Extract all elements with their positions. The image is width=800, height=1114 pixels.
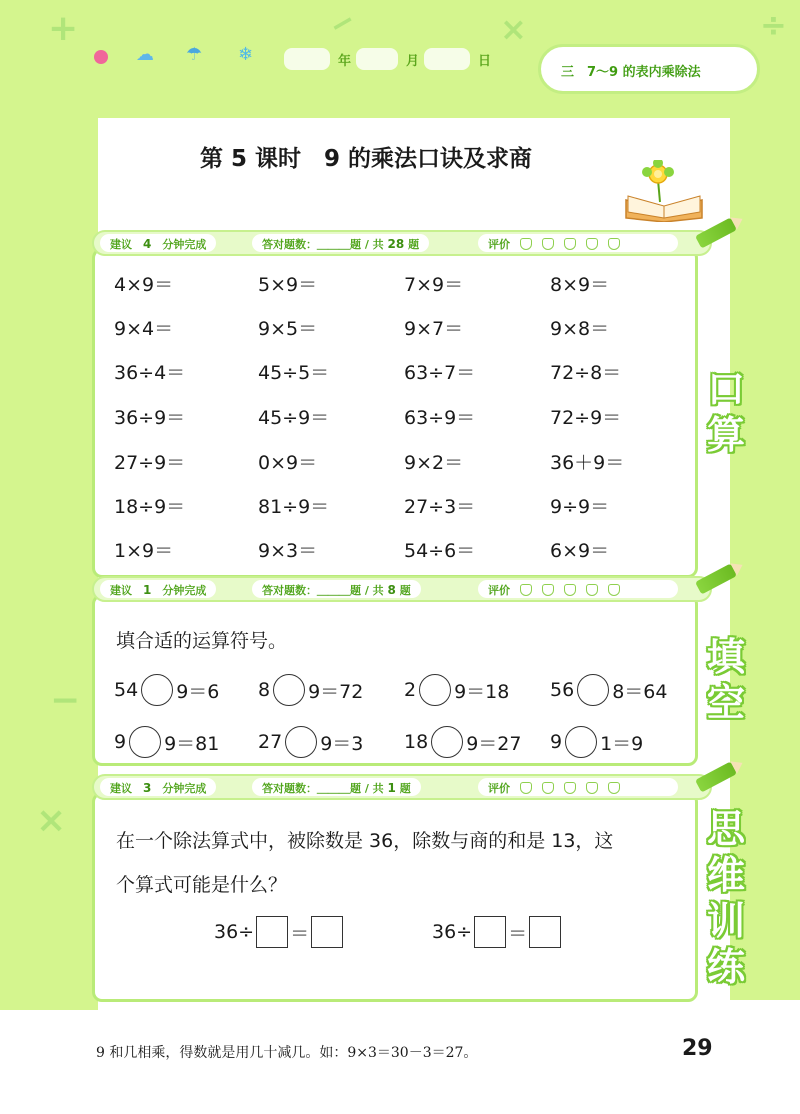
score-field[interactable]: 答对题数：＿＿＿题 / 共 1 题 [252, 778, 421, 796]
oral-problem: 6×9＝ [550, 540, 610, 562]
oral-problem: 9×2＝ [404, 452, 464, 474]
thumb-icon[interactable] [564, 238, 576, 250]
suggest-time: 建议 3 分钟完成 [100, 778, 216, 796]
thumb-icon[interactable] [586, 782, 598, 794]
oral-problem: 72÷8＝ [550, 362, 622, 384]
suggest-time: 建议 1 分钟完成 [100, 580, 216, 598]
suggest-time: 建议 4 分钟完成 [100, 234, 216, 252]
thumb-icon[interactable] [520, 782, 532, 794]
fill-problem: 56 8＝64 [550, 674, 667, 706]
divisor-box[interactable] [474, 916, 506, 948]
operator-circle[interactable] [129, 726, 161, 758]
score-field[interactable]: 答对题数：＿＿＿题 / 共 28 题 [252, 234, 429, 252]
plus-deco-icon: + [48, 8, 79, 49]
thinking-bar [92, 774, 712, 800]
oral-problem: 9×7＝ [404, 318, 464, 340]
fill-problem: 54 9＝6 [114, 674, 219, 706]
side-label-oral [700, 366, 752, 458]
fill-problem: 9 1＝9 [550, 726, 643, 758]
oral-problem: 9×4＝ [114, 318, 174, 340]
thinking-question-line1: 在一个除法算式中，被除数是 36，除数与商的和是 13，这 [116, 830, 614, 852]
operator-circle[interactable] [577, 674, 609, 706]
side-label-fill [700, 634, 752, 726]
oral-problem: 36÷4＝ [114, 362, 186, 384]
operator-circle[interactable] [419, 674, 451, 706]
operator-circle[interactable] [285, 726, 317, 758]
oral-problem: 1×9＝ [114, 540, 174, 562]
cloudy-icon: ☁ [136, 44, 154, 65]
rating: 评价 [478, 580, 678, 598]
divide-deco-icon: ÷ [760, 6, 787, 44]
thumb-icon[interactable] [542, 238, 554, 250]
answer-equation-2: 36÷ ＝ [432, 916, 563, 948]
operator-circle[interactable] [273, 674, 305, 706]
oral-problem: 63÷9＝ [404, 407, 476, 429]
oral-problem: 54÷6＝ [404, 540, 476, 562]
month-input[interactable] [356, 48, 398, 70]
quotient-box[interactable] [529, 916, 561, 948]
oral-problem: 9×5＝ [258, 318, 318, 340]
oral-problem: 0×9＝ [258, 452, 318, 474]
oral-problem: 36＋9＝ [550, 452, 625, 474]
fill-problem: 2 9＝18 [404, 674, 509, 706]
side-label-char: 练 [706, 945, 745, 989]
fill-instruction: 填合适的运算符号。 [116, 630, 288, 652]
oral-problem: 72÷9＝ [550, 407, 622, 429]
footer-tip: 9 和几相乘，得数就是用几十减几。如：9×3＝30－3＝27。 [96, 1045, 478, 1061]
thumb-icon[interactable] [564, 782, 576, 794]
oral-problem: 9×8＝ [550, 318, 610, 340]
oral-problem: 36÷9＝ [114, 407, 186, 429]
oral-calc-bar [92, 230, 712, 256]
fill-problem: 27 9＝3 [258, 726, 363, 758]
book-flower-icon [620, 160, 708, 222]
fill-blank-bar [92, 576, 712, 602]
day-label: 日 [478, 54, 492, 69]
operator-circle[interactable] [565, 726, 597, 758]
oral-problem: 9÷9＝ [550, 496, 610, 518]
oral-problem: 7×9＝ [404, 274, 464, 296]
thumb-icon[interactable] [520, 238, 532, 250]
operator-circle[interactable] [431, 726, 463, 758]
thumb-icon[interactable] [608, 238, 620, 250]
answer-equation-1: 36÷ ＝ [214, 916, 345, 948]
minus-deco-icon: − [322, 2, 363, 45]
thumb-icon[interactable] [586, 238, 598, 250]
thumb-icon[interactable] [586, 584, 598, 596]
side-label-char: 空 [706, 681, 745, 725]
oral-problem: 5×9＝ [258, 274, 318, 296]
oral-problem: 4×9＝ [114, 274, 174, 296]
thumb-icon[interactable] [520, 584, 532, 596]
quotient-box[interactable] [311, 916, 343, 948]
year-input[interactable] [284, 48, 330, 70]
side-label-char: 填 [706, 635, 745, 679]
oral-problem: 63÷7＝ [404, 362, 476, 384]
thinking-question-line2: 个算式可能是什么？ [116, 874, 288, 896]
thumb-icon[interactable] [608, 782, 620, 794]
oral-problem: 8×9＝ [550, 274, 610, 296]
operator-circle[interactable] [141, 674, 173, 706]
oral-problem: 45÷5＝ [258, 362, 330, 384]
side-label-char: 算 [706, 413, 745, 457]
month-label: 月 [406, 54, 420, 69]
thumb-icon[interactable] [608, 584, 620, 596]
oral-problem: 18÷9＝ [114, 496, 186, 518]
rainy-icon: ☂ [186, 44, 203, 65]
page-number: 29 [682, 1036, 713, 1061]
fill-problem: 9 9＝81 [114, 726, 219, 758]
sunny-icon [94, 50, 108, 64]
rating: 评价 [478, 778, 678, 796]
oral-problem: 81÷9＝ [258, 496, 330, 518]
thumb-icon[interactable] [564, 584, 576, 596]
oral-problem: 45÷9＝ [258, 407, 330, 429]
thumb-icon[interactable] [542, 782, 554, 794]
snow-icon: ❄ [238, 44, 254, 65]
side-label-char: 维 [706, 853, 745, 897]
unit-title: 三 7～9 的表内乘除法 [561, 65, 701, 80]
unit-badge [538, 44, 760, 94]
side-label-thinking [700, 806, 752, 990]
year-label: 年 [338, 54, 352, 69]
score-field[interactable]: 答对题数：＿＿＿题 / 共 8 题 [252, 580, 421, 598]
thumb-icon[interactable] [542, 584, 554, 596]
divisor-box[interactable] [256, 916, 288, 948]
day-input[interactable] [424, 48, 470, 70]
oral-problem: 27÷3＝ [404, 496, 476, 518]
oral-problem: 9×3＝ [258, 540, 318, 562]
rating: 评价 [478, 234, 678, 252]
side-label-char: 思 [706, 807, 745, 851]
fill-problem: 18 9＝27 [404, 726, 521, 758]
side-label-char: 训 [706, 899, 745, 943]
left-margin-background [0, 0, 98, 1010]
side-label-char: 口 [706, 367, 745, 411]
lesson-title: 第 5 课时 9 的乘法口诀及求商 [200, 146, 533, 172]
times-deco-icon: × [500, 10, 527, 48]
minus-deco-icon-2: − [50, 680, 81, 721]
oral-problem: 27÷9＝ [114, 452, 186, 474]
fill-problem: 8 9＝72 [258, 674, 363, 706]
thinking-frame [92, 792, 698, 1002]
times-deco-icon-2: × [36, 800, 67, 841]
